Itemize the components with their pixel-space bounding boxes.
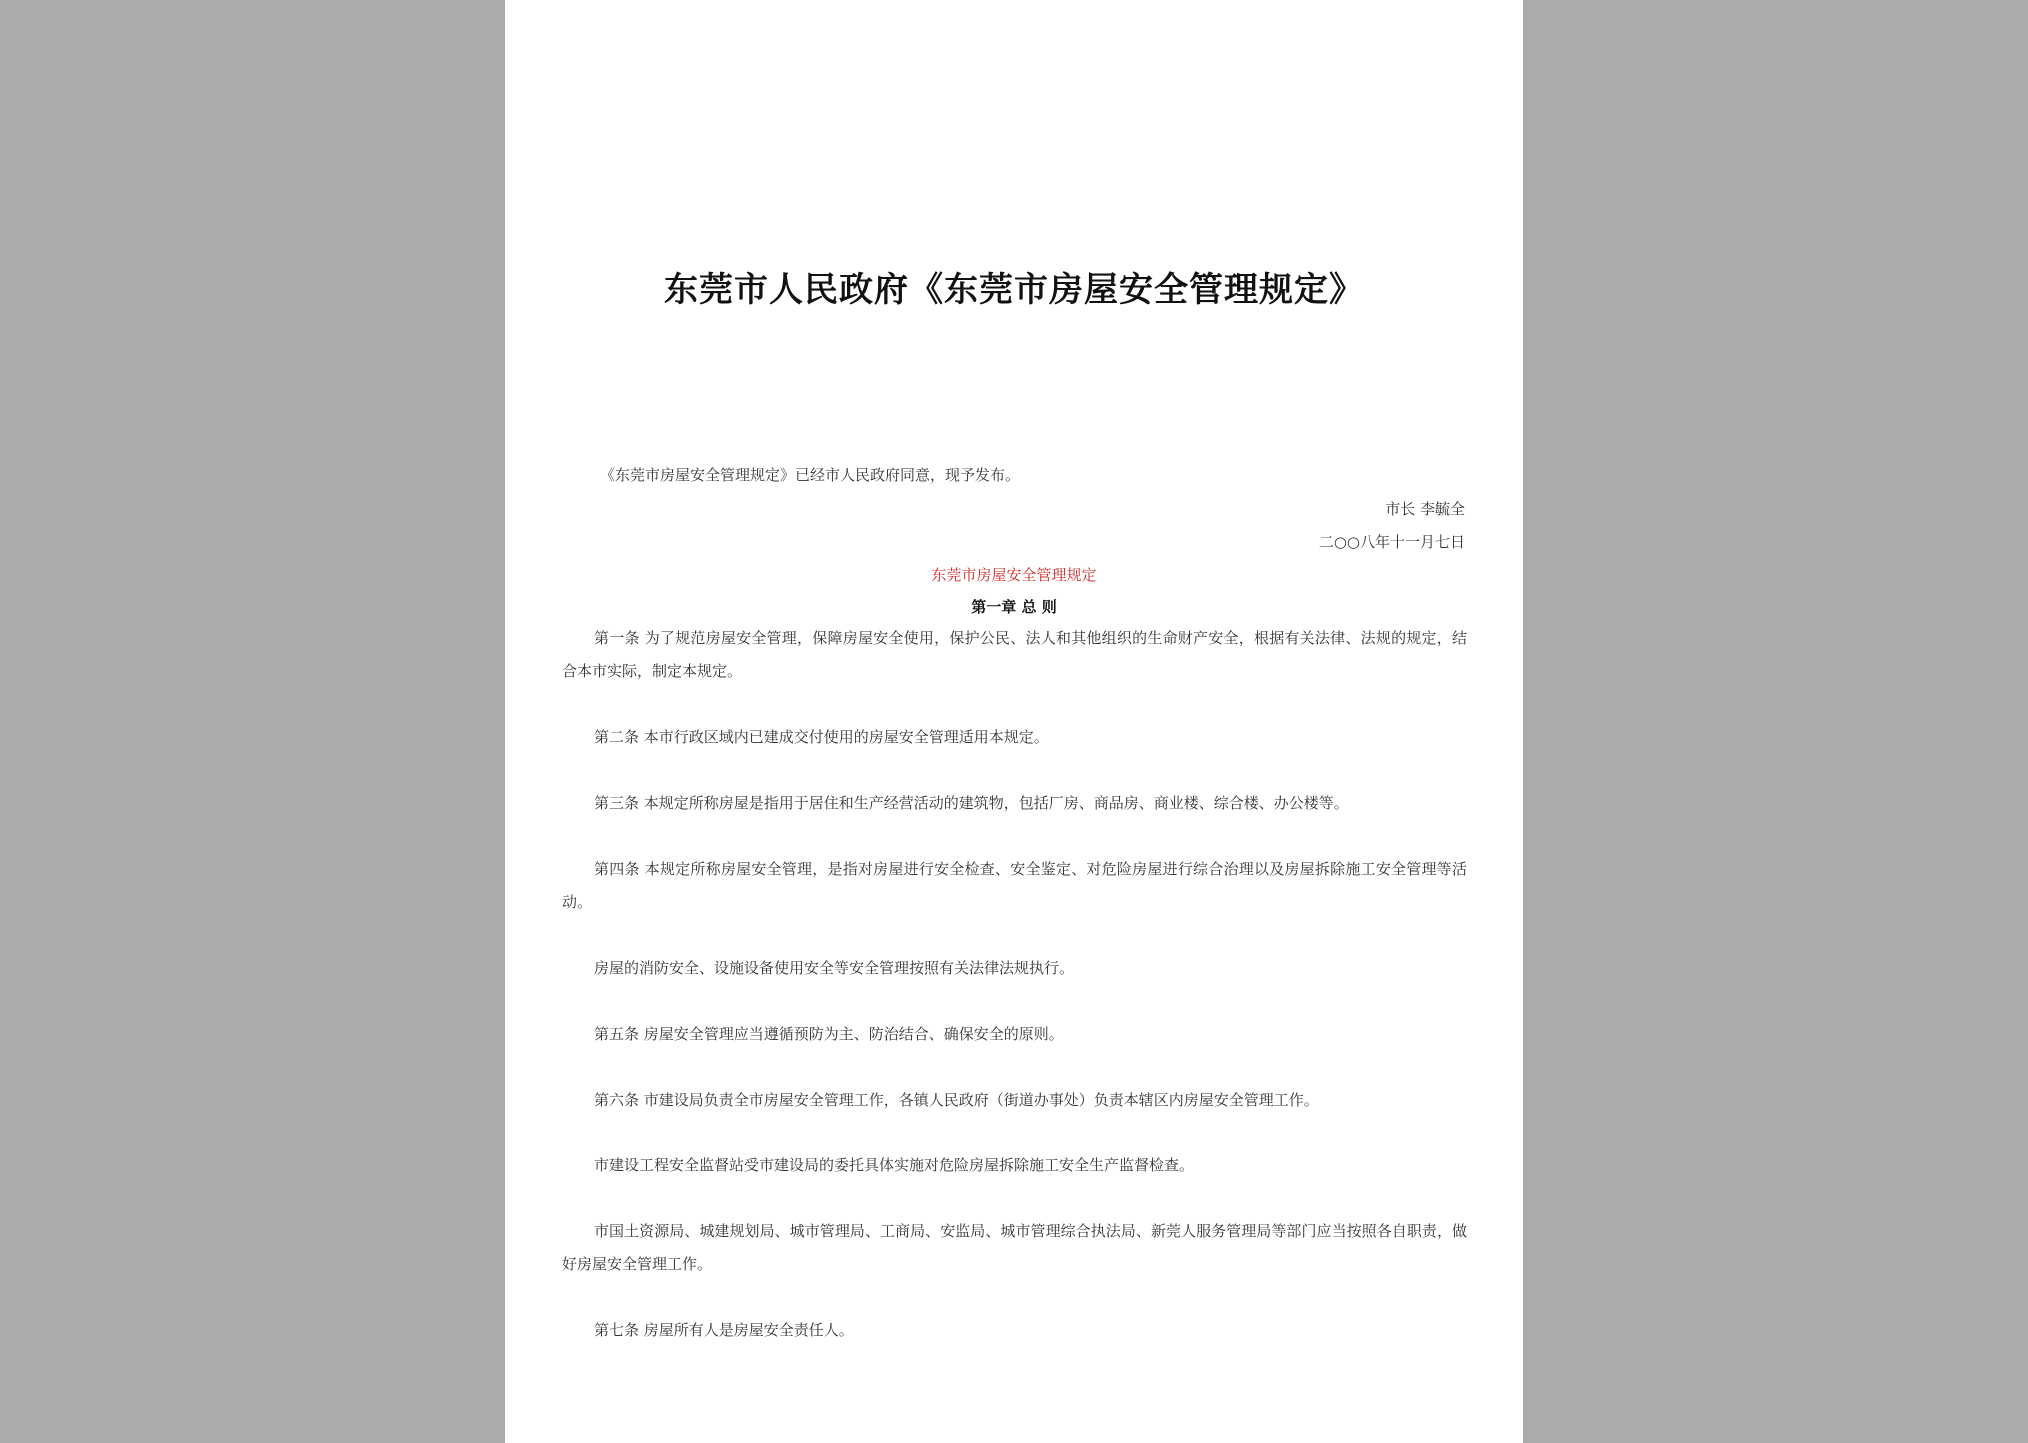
- signer: 市长 李毓全: [1385, 500, 1465, 518]
- rule-title: 东莞市房屋安全管理规定: [931, 566, 1097, 584]
- paragraph-article-6: 第六条 市建设局负责全市房屋安全管理工作，各镇人民政府（街道办事处）负责本辖区内房屋安全管理工作。: [594, 1091, 1319, 1109]
- paragraph-article-6-supervision: 市建设工程安全监督站受市建设局的委托具体实施对危险房屋拆除施工安全生产监督检查。: [594, 1156, 1195, 1174]
- paragraph-article-6-departments: 市国土资源局、城建规划局、城市管理局、工商局、安监局、城市管理综合执法局、新莞人服务管理局等部门应当按照各自职责，做好房屋安全管理工作。: [562, 1222, 1467, 1273]
- paragraph-article-4: 第四条 本规定所称房屋安全管理，是指对房屋进行安全检查、安全鉴定、对危险房屋进行综合治理以及房屋拆除施工安全管理等活动。: [562, 860, 1467, 911]
- paragraph-article-4-fire: 房屋的消防安全、设施设备使用安全等安全管理按照有关法律法规执行。: [594, 959, 1075, 977]
- intro-text: 《东莞市房屋安全管理规定》已经市人民政府同意，现予发布。: [600, 466, 1021, 484]
- issue-date: 二○○八年十一月七日: [1318, 533, 1465, 551]
- paragraph-article-5: 第五条 房屋安全管理应当遵循预防为主、防治结合、确保安全的原则。: [594, 1025, 1064, 1043]
- paragraph-article-7: 第七条 房屋所有人是房屋安全责任人。: [594, 1321, 854, 1339]
- document-page: [505, 0, 1523, 1443]
- paragraph-article-3: 第三条 本规定所称房屋是指用于居住和生产经营活动的建筑物，包括厂房、商品房、商业楼、综合楼、办公楼等。: [594, 794, 1349, 812]
- paragraph-article-1: 第一条 为了规范房屋安全管理，保障房屋安全使用，保护公民、法人和其他组织的生命财产安全，根据有关法律、法规的规定，结合本市实际，制定本规定。: [562, 629, 1467, 680]
- chapter-heading: 第一章 总 则: [971, 598, 1057, 616]
- paragraph-article-2: 第二条 本市行政区域内已建成交付使用的房屋安全管理适用本规定。: [594, 728, 1049, 746]
- document-title: 东莞市人民政府《东莞市房屋安全管理规定》: [664, 270, 1364, 310]
